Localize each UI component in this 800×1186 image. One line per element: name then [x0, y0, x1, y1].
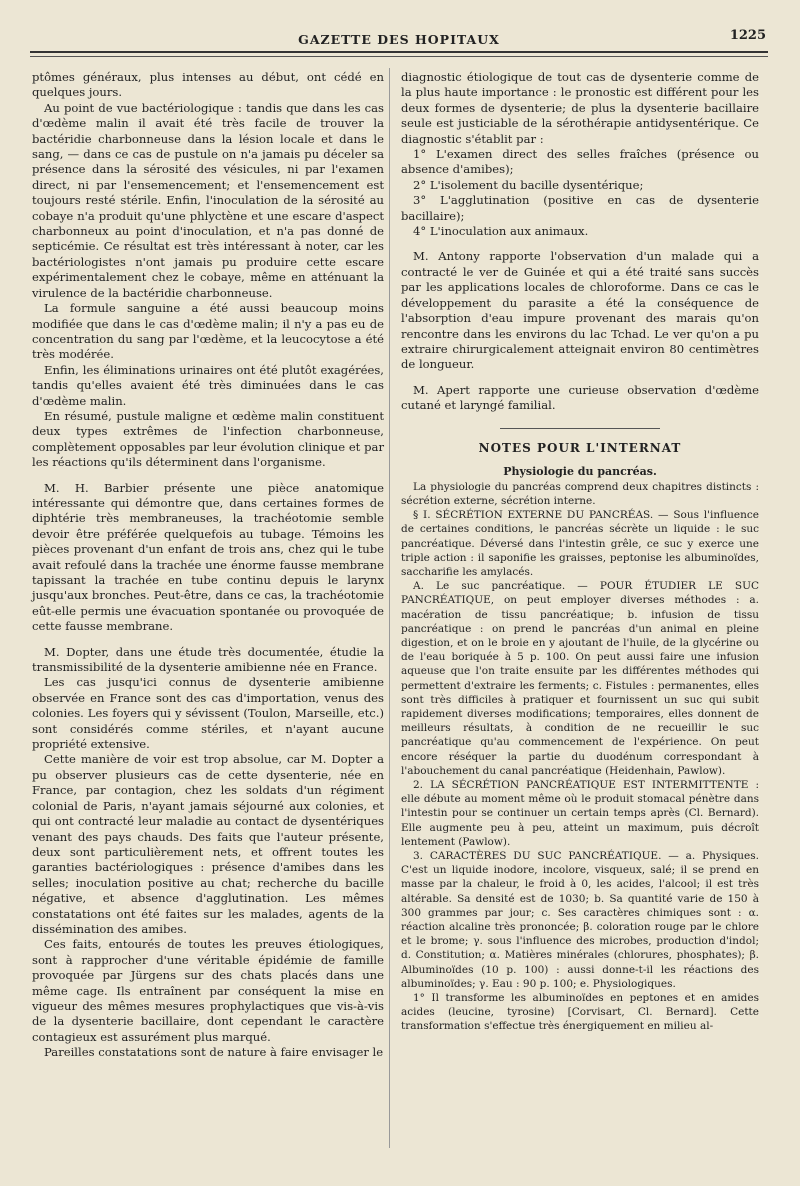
- paragraph: La physiologie du pancréas comprend deux chapitres distincts : sécrétion externe, sécrétion interne.: [401, 480, 759, 507]
- paragraph: diagnostic étiologique de tout cas de dysenterie comme de la plus haute importance : le pronostic est différent pour les deux formes de dysenterie; de plus la dysenterie bacillaire seule est justiciable de la sérothérapie antidysentérique. Ce diagnostic s'établit par :: [401, 70, 759, 146]
- journal-title: GAZETTE DES HOPITAUX: [298, 32, 500, 47]
- paragraph: M. Dopter, dans une étude très documentée, étudie la transmissibilité de la dysenterie amibienne née en France.: [32, 644, 384, 675]
- paragraph: 3. CARACTÈRES DU SUC PANCRÉATIQUE. — a. Physiques. C'est un liquide inodore, incolore, visqueux, salé; il se prend en masse par la chaleur, le froid à 0, les acides, l'alcool; il est très altérable. Sa densité est de 1030; b. Sa quantité varie de 150 à 300 grammes par jour; c. Ses caractères chimiques sont : α. réaction alcaline très prononcée; β. coloration rouge par le chlore et le brome; γ. sous l'influence des microbes, production d'indol; d. Constitution; α. Matières minérales (chlorures, phosphates); β. Albuminoïdes (10 p. 100) : aussi donne-t-il les réactions des albuminoïdes; γ. Eau : 90 p. 100; e. Physiologiques.: [401, 850, 759, 990]
- paragraph: En résumé, pustule maligne et œdème malin constituent deux types extrêmes de l'infection charbonneuse, complètement opposables par leur évolution clinique et par les réactions qu'ils déterminent dans l'organisme.: [32, 408, 384, 470]
- paragraph: Pareilles constatations sont de nature à faire envisager le: [44, 1045, 384, 1060]
- list-item: 3° L'agglutination (positive en cas de dysenterie bacillaire);: [401, 193, 759, 223]
- paragraph: Enfin, les éliminations urinaires ont été plutôt exagérées, tandis qu'elles avaient été très diminuées dans le cas d'œdème malin.: [32, 362, 384, 408]
- list-item: 2° L'isolement du bacille dysentérique;: [413, 177, 644, 192]
- paragraph: A. Le suc pancréatique. — POUR ÉTUDIER LE SUC PANCRÉATIQUE, on peut employer diverses méthodes : a. macération de tissu pancréatique; b. infusion de tissu pancréatique : on prend le pancréas d'un animal en pleine digestion, et on le broie en y ajoutant de l'huile, de la glycérine ou de l'eau boriquée à 5 p. 100. On peut aussi faire une infusion aqueuse que l'on traite ensuite par les différentes méthodes qui permettent d'extraire les ferments; c. Fistules : permanentes, elles sont très difficiles à pratiquer et fournissent un suc qui subit rapidement diverses modifications; temporaires, elles donnent de meilleurs résultats, à condition de ne recueillir le suc pancréatique qu'au commencement de l'expérience. On peut encore réséquer la partie du duodénum correspondant à l'abouchement du canal pancréatique (Heidenhain, Pawlow).: [401, 580, 759, 777]
- header-rule: [30, 51, 768, 53]
- paragraph: Ces faits, entourés de toutes les preuves étiologiques, sont à rapprocher d'une véritable épidémie de famille provoquée par Jürgens sur des chats placés dans une même cage. Ils entraînent par conséquent la mise en vigueur des mêmes mesures prophylactiques que vis-à-vis de la dysenterie bacillaire, dont cependant le caractère contagieux est assurément plus marqué.: [32, 937, 384, 1044]
- paragraph: M. Antony rapporte l'observation d'un malade qui a contracté le ver de Guinée et qui a été traité sans succès par les applications locales de chloroforme. Dans ce cas le développement du parasite a été la conséquence de l'absorption d'eau impure provenant des marais qu'on rencontre dans les environs du lac Tchad. Le ver qu'on a pu extraire chirurgicalement atteignait environ 80 centimètres de longueur.: [401, 249, 759, 372]
- page-number: 1225: [729, 28, 766, 43]
- paragraph: Les cas jusqu'ici connus de dysenterie amibienne observée en France sont des cas d'importation, venus des colonies. Les foyers qui y sévissent (Toulon, Marseille, etc.) sont considérés comme stériles, et n'ayant aucune propriété extensive.: [32, 675, 384, 752]
- paragraph: § I. SÉCRÉTION EXTERNE DU PANCRÉAS. — Sous l'influence de certaines conditions, le pancréas sécrète un liquide : le suc pancréatique. Déversé dans l'intestin grêle, ce suc y exerce une triple action : il saponifie les graisses, peptonise les albuminoïdes, saccharifie les amylacés.: [401, 509, 759, 578]
- section-separator: [401, 418, 759, 433]
- list-item: 1° L'examen direct des selles fraîches (présence ou absence d'amibes);: [401, 147, 759, 177]
- paragraph: 1° Il transforme les albuminoïdes en peptones et en amides acides (leucine, tyrosine) [Corvisart, Cl. Bernard]. Cette transformation s'effectue très énergiquement en milieu al-: [401, 992, 759, 1033]
- column-divider: [389, 68, 390, 1148]
- paragraph: M. Apert rapporte une curieuse observation d'œdème cutané et laryngé familial.: [401, 382, 759, 413]
- paragraph: La formule sanguine a été aussi beaucoup moins modifiée que dans le cas d'œdème malin; il n'y a pas eu de concentration du sang par l'œdème, et la leucocytose a été très modérée.: [32, 301, 384, 362]
- paragraph: 2. LA SÉCRÉTION PANCRÉATIQUE EST INTERMITTENTE : elle débute au moment même où le produit stomacal pénètre dans l'intestin pour se continuer un certain temps après (Cl. Bernard). Elle augmente peu à peu, atteint un maximum, puis décroît lentement (Pawlow).: [401, 779, 759, 848]
- list-item: 4° L'inoculation aux animaux.: [413, 224, 589, 239]
- sub-heading: Physiologie du pancréas.: [503, 465, 657, 479]
- page-header: [30, 30, 768, 50]
- paragraph: M. H. Barbier présente une pièce anatomique intéressante qui démontre que, dans certaines formes de diphtérie très membraneuses, la trachéotomie semble devoir être préférée quelquefois au tubage. Témoins les pièces provenant d'un enfant de trois ans, chez qui le tube avait refoulé dans la trachée une énorme fausse membrane tapissant la trachée en tube continu depuis le larynx jusqu'aux bronches. Peut-être, dans ce cas, la trachéotomie eût-elle permis une évacuation spontanée ou provoquée de cette fausse membrane.: [32, 480, 384, 634]
- header-rule-thin: [30, 56, 768, 57]
- left-column: [32, 70, 384, 1061]
- right-column: [401, 70, 759, 1034]
- section-heading: NOTES POUR L'INTERNAT: [478, 440, 682, 455]
- paragraph: ptômes généraux, plus intenses au début, ont cédé en quelques jours.: [32, 70, 384, 100]
- paragraph: Au point de vue bactériologique : tandis que dans les cas d'œdème malin il avait été très facile de trouver la bactéridie charbonneuse dans la lésion locale et dans le sang, — dans ce cas de pustule on n'a jamais pu déceler sa présence dans la sérosité des vésicules, ni par l'examen direct, ni par l'ensemencement; et l'ensemencement est toujours resté stérile. Enfin, l'inoculation de la sérosité au cobaye n'a produit qu'une phlyctène et une escare d'aspect charbonneux au point d'inoculation, et n'a pas donné de septicémie. Ce résultat est très intéressant à noter, car les bactériologistes n'ont jamais pu produire cette escare expérimentalement chez le cobaye, même en atténuant la virulence de la bactéridie charbonneuse.: [32, 100, 384, 300]
- paragraph: Cette manière de voir est trop absolue, car M. Dopter a pu observer plusieurs cas de cette dysenterie, née en France, par contagion, chez les soldats d'un régiment colonial de Paris, n'ayant jamais séjourné aux colonies, et qui ont contracté leur maladie au contact de dysentériques venant des pays chauds. Des faits que l'auteur présente, deux sont particulièrement nets, et offrent toutes les garanties bactériologiques : présence d'amibes dans les selles; inoculation positive au chat; recherche du bacille négative, et absence d'agglutination. Les mêmes constatations ont été faites sur les malades, agents de la dissémination des amibes.: [32, 752, 384, 936]
